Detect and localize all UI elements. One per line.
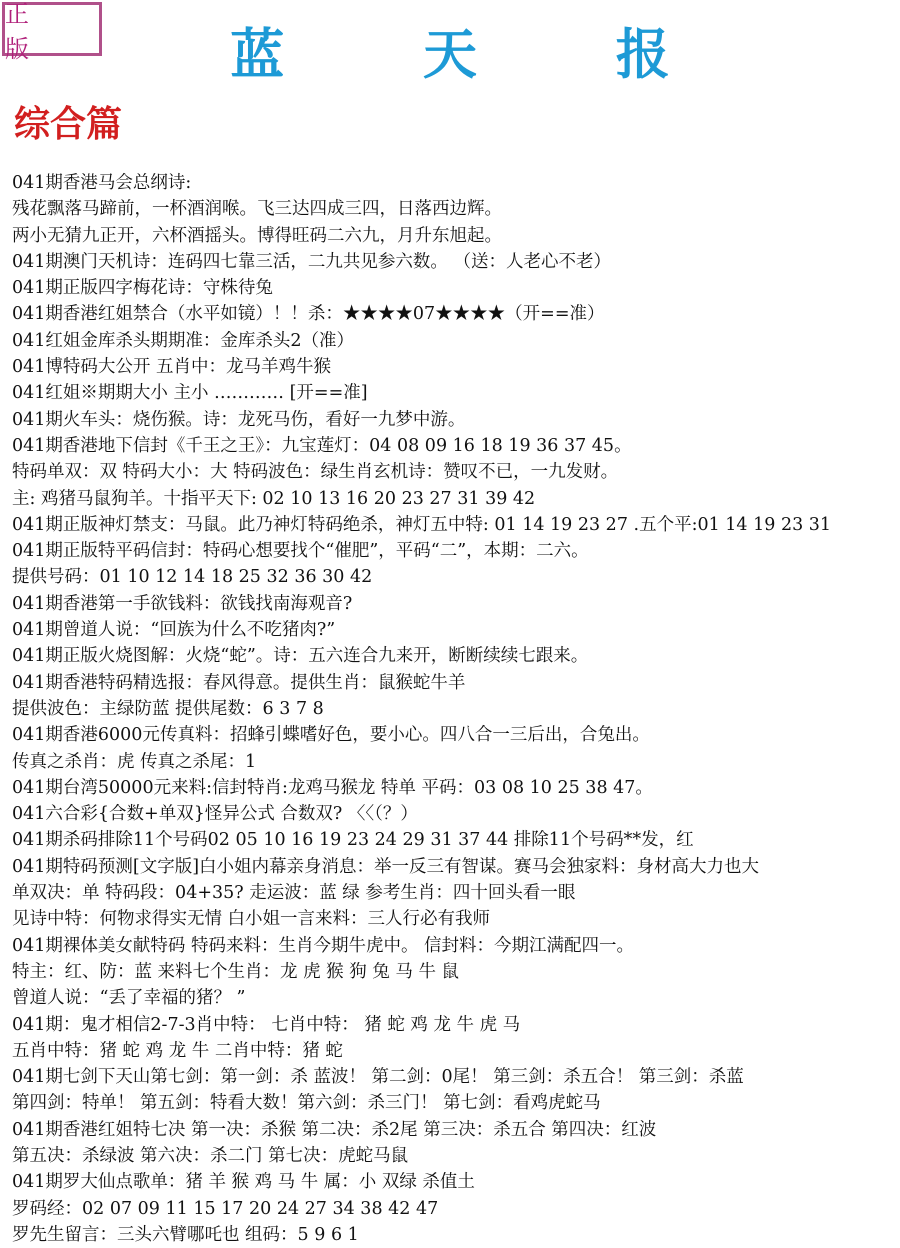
text-line: 五肖中特：猪 蛇 鸡 龙 牛 二肖中特：猪 蛇 [12, 1040, 343, 1061]
text-line: 提供号码：01 10 12 14 18 25 32 36 30 42 [12, 567, 373, 588]
text-line: 041期正版四字梅花诗：守株待兔 [12, 278, 273, 299]
text-line: 041红姐金库杀头期期准：金库杀头2（准） [12, 330, 355, 351]
text-line: 罗码经：02 07 09 11 15 17 20 24 27 34 38 42 47 [12, 1198, 439, 1219]
text-line: 提供波色：主绿防蓝 提供尾数：6 3 7 8 [12, 698, 324, 719]
text-line: 041期杀码排除11个号码02 05 10 16 19 23 24 29 31 37 44 排除11个号码**发，红 [12, 830, 694, 851]
content-lines [12, 170, 896, 1248]
text-line: 041期火车头：烧伤猴。诗：龙死马伤，看好一九梦中游。 [12, 409, 466, 430]
text-line: 单双决：单 特码段：04+35? 走运波：蓝 绿 参考生肖：四十回头看一眼 [12, 883, 576, 904]
text-line: 041期香港马会总纲诗: [12, 173, 192, 193]
text-line: 041期曾道人说：“回族为什么不吃猪肉?” [12, 620, 336, 641]
text-line: 041期正版特平码信封：特码心想要找个“催肥”，平码“二”，本期：二六。 [12, 541, 589, 562]
text-line: 两小无猜九正开，六杯酒摇头。博得旺码二六九，月升东旭起。 [12, 225, 502, 246]
text-line: 见诗中特：何物求得实无情 白小姐一言来料：三人行必有我师 [12, 909, 491, 930]
text-line: 041期香港特码精选报：春风得意。提供生肖：鼠猴蛇牛羊 [12, 672, 466, 693]
text-line: 传真之杀肖：虎 传真之杀尾：1 [12, 751, 257, 772]
text-line: 041红姐※期期大小 主小 ………… [开==准] [12, 383, 368, 404]
text-line: 第四剑：特单！ 第五剑：特看大数！第六剑：杀三门！ 第七剑：看鸡虎蛇马 [12, 1093, 601, 1114]
text-line: 041期：鬼才相信2-7-3肖中特： 七肖中特： 猪 蛇 鸡 龙 牛 虎 马 [12, 1014, 521, 1035]
text-line: 曾道人说：“丢了幸福的猪？ ” [12, 988, 246, 1009]
text-line: 041期正版火烧图解：火烧“蛇”。诗：五六连合九来开，断断续续七跟来。 [12, 646, 589, 667]
text-line: 041期罗大仙点歌单：猪 羊 猴 鸡 马 牛 属：小 双绿 杀值土 [12, 1172, 475, 1193]
text-line: 041六合彩{合数+单双}怪异公式 合数双? 〈〈（？） [12, 804, 418, 825]
text-line: 041期香港红姐禁合（水平如镜）！！杀：★★★★07★★★★（开==准） [12, 304, 605, 325]
text-line: 041期裸体美女献特码 特码来料：生肖今期牛虎中。 信封料：今期江满配四一。 [12, 935, 635, 956]
text-line: 041期台湾50000元来料:信封特肖:龙鸡马猴龙 特单 平码：03 08 10 25 38 47。 [12, 777, 653, 798]
text-line: 041博特码大公开 五肖中：龙马羊鸡牛猴 [12, 357, 331, 378]
text-line: 残花飘落马蹄前，一杯酒润喉。飞三达四成三四，日落西边辉。 [12, 199, 502, 220]
text-line: 041期正版神灯禁支：马鼠。此乃神灯特码绝杀，神灯五中特: 01 14 19 23 27 .五个平:01 14 19 23 31 [12, 514, 832, 535]
newspaper-title: 蓝 天 报 [230, 23, 730, 86]
text-line: 041期香港6000元传真料：招蜂引蝶嗜好色，要小心。四八合一三后出，合兔出。 [12, 725, 650, 746]
text-line: 主: 鸡猪马鼠狗羊。十指平天下: 02 10 13 16 20 23 27 31 39 42 [12, 488, 536, 509]
text-line: 041期澳门天机诗：连码四七靠三活，二九共见参六数。 （送：人老心不老） [12, 251, 611, 272]
text-line: 041期七剑下天山第七剑：第一剑：杀 蓝波！ 第二剑：0尾！ 第三剑：杀五合！ 第三剑：杀蓝 [12, 1067, 744, 1088]
edition-badge: 正 版 [2, 2, 102, 56]
text-line: 特码单双：双 特码大小：大 特码波色：绿生肖玄机诗：赞叹不已，一九发财。 [12, 462, 619, 483]
text-line: 第五决：杀绿波 第六决：杀二门 第七决：虎蛇马鼠 [12, 1145, 409, 1166]
text-line: 041期特码预测[文字版]白小姐内幕亲身消息：举一反三有智谋。赛马会独家料：身材高大力也大 [12, 856, 760, 877]
text-line: 041期香港第一手欲钱料：欲钱找南海观音? [12, 593, 353, 614]
section-heading: 综合篇 [14, 104, 123, 145]
text-line: 罗先生留言：三头六臂哪吒也 组码：5 9 6 1 [12, 1224, 359, 1245]
text-line: 特主：红、防：蓝 来料七个生肖：龙 虎 猴 狗 兔 马 牛 鼠 [12, 961, 460, 982]
text-line: 041期香港红姐特七决 第一决：杀猴 第二决：杀2尾 第三决：杀五合 第四决：红波 [12, 1119, 657, 1140]
text-line: 041期香港地下信封《千王之王》：九宝莲灯：04 08 09 16 18 19 36 37 45。 [12, 435, 632, 456]
